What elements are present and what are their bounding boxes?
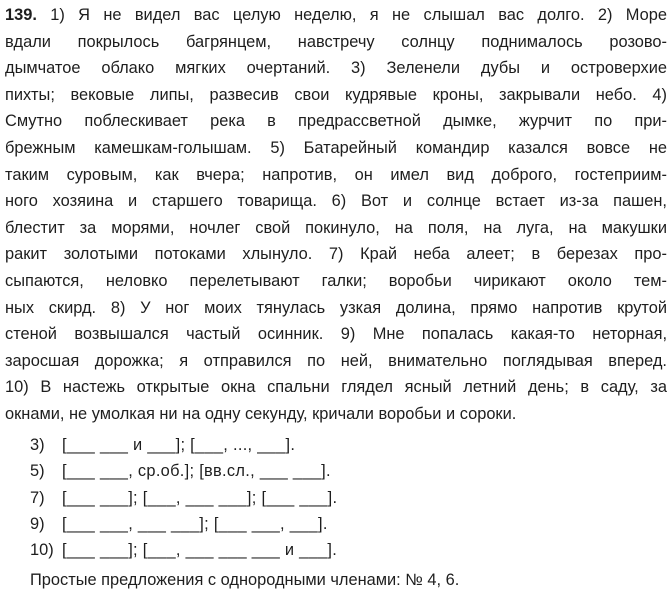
- scheme-row: [30, 432, 337, 458]
- scheme-number: 5): [30, 462, 45, 481]
- scheme-number: 9): [30, 514, 45, 533]
- exercise-line: стеной возвышался частый осинник. 9) Мне попалась какая-то неторная,: [5, 325, 667, 344]
- exercise-line: ного хозяина и старшего товарища. 6) Вот и солнце встает из-за пашен,: [5, 192, 667, 211]
- sentence-schemes: [30, 432, 337, 563]
- scheme-number: 10): [30, 541, 54, 560]
- exercise-line: ных скирд. 8) У ног моих тянулась узкая долина, прямо напротив крутой: [5, 298, 667, 317]
- scheme-formula: [___ ___]; [___, ___ ___]; [___ ___].: [62, 488, 338, 507]
- scheme-row: [30, 458, 337, 484]
- exercise-line: заросшая дорожка; я отправился по ней, внимательно поглядывая вперед.: [5, 351, 667, 370]
- exercise-line: [5, 2, 667, 29]
- exercise-line: Смутно поблескивает река в предрассветной дымке, журчит по при-: [5, 112, 667, 131]
- scheme-formula: [___ ___]; [___, ___ ___ ___ и ___].: [62, 541, 338, 560]
- exercise-line: дымчатое облако мягких очертаний. 3) Зеленели дубы и островерхие: [5, 59, 667, 78]
- exercise-line: вдали покрылось багрянцем, навстречу солнцу поднималось розово-: [5, 32, 667, 51]
- scheme-formula: [___ ___, ср.об.]; [вв.сл., ___ ___].: [62, 462, 331, 481]
- scheme-row: [30, 485, 337, 511]
- exercise-line: 10) В настежь открытые окна спальни глядел ясный летний день; в саду, за: [5, 378, 667, 397]
- exercise-text: [5, 2, 667, 428]
- exercise-line: пихты; вековые липы, развесив свои кудрявые кроны, закрывали небо. 4): [5, 85, 667, 104]
- scheme-formula: [___ ___ и ___]; [___, ..., ___].: [62, 436, 296, 454]
- exercise-line-text: 1) Я не видел вас целую неделю, я не слышал вас долго. 2) Море: [36, 6, 667, 24]
- exercise-line: сыпаются, неловко перелетывают галки; воробьи чирикают около тем-: [5, 271, 667, 290]
- conclusion-text: Простые предложения с однородными членами: № 4, 6.: [30, 571, 460, 589]
- exercise-line: блестит за морями, ночлег свой покинуло, на поля, на луга, на макушки: [5, 218, 667, 237]
- scheme-formula: [___ ___, ___ ___]; [___ ___, ___].: [62, 514, 328, 533]
- scheme-number: 7): [30, 488, 45, 507]
- exercise-line: брежным камешкам-голышам. 5) Батарейный командир казался вовсе не: [5, 138, 667, 157]
- scheme-row: [30, 511, 337, 537]
- exercise-line: окнами, не умолкая ни на одну секунду, кричали воробьи и сороки.: [5, 404, 517, 423]
- exercise-number: 139.: [5, 6, 37, 24]
- exercise-line: ракит золотыми потоками хлынуло. 7) Край неба алеет; в березах про-: [5, 245, 667, 264]
- exercise-line: таким суровым, как вчера; напротив, он имел вид доброго, гостеприим-: [5, 165, 667, 184]
- scheme-row: [30, 537, 337, 563]
- scheme-number: 3): [30, 436, 45, 454]
